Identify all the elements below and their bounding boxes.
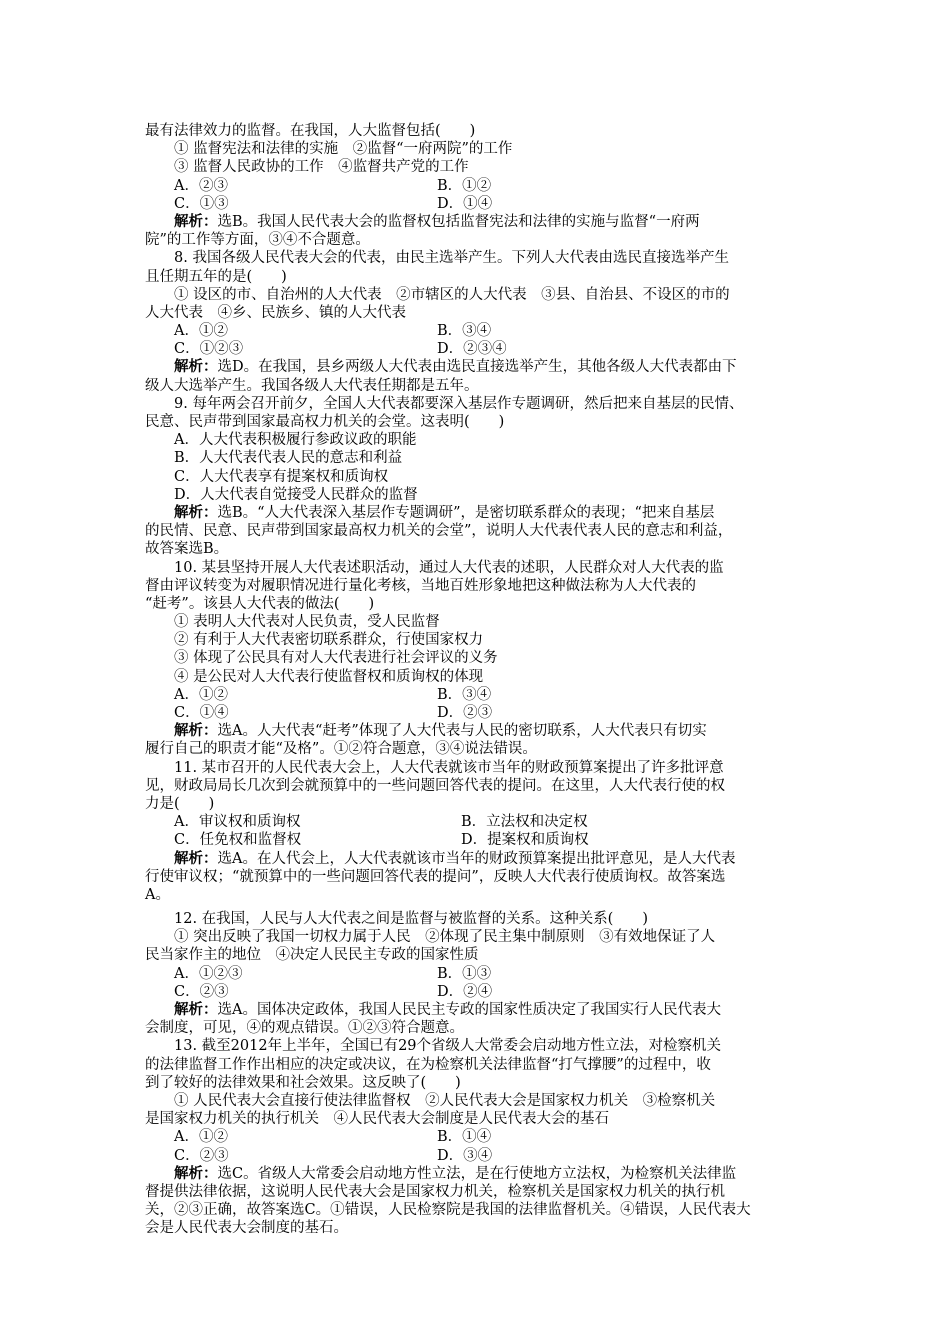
analysis-text: 选A。在人代会上，人大代表就该市当年的财政预算案提出批评意见，是人大代表 [217,850,736,867]
text-line: 最有法律效力的监督。在我国，人大监督包括( ) [145,123,476,139]
text-line: B．人大代表代表人民的意志和利益 [174,450,403,467]
analysis-line [145,1201,810,1219]
option-row [145,983,810,1001]
analysis-text: 院”的工作等方面，③④不合题意。 [145,232,370,249]
option-row [145,1147,810,1165]
analysis-line [145,522,810,540]
text-line: 13. 截至2012年上半年，全国已有29个省级人大常委会启动地方性立法，对检察机关 [174,1038,722,1055]
text-line: “赶考”。该县人大代表的做法( ) [145,595,375,612]
option-left: C．②③ [174,1147,229,1164]
analysis-block [145,1165,810,1238]
option-row [145,686,810,704]
text-line: 是国家权力机关的执行机关 ④人民代表大会制度是人民代表大会的基石 [145,1111,609,1128]
analysis-block [145,722,810,758]
analysis-line [145,886,810,904]
option-left: A．①② [174,1129,228,1146]
analysis-block [145,850,810,905]
analysis-line [145,358,810,376]
text-line: 12. 在我国，人民与人大代表之间是监督与被监督的关系。这种关系( ) [174,911,648,928]
analysis-text: 会是人民代表大会制度的基石。 [145,1220,348,1237]
text-line: 11. 某市召开的人民代表大会上，人大代表就该市当年的财政预算案提出了许多批评意 [174,759,724,776]
analysis-block [145,213,810,249]
option-left: C．①③ [174,195,229,212]
analysis-label: 解析： [174,503,218,521]
text-line: ② 有利于人大代表密切联系群众，行使国家权力 [174,632,484,649]
text-line: 民当家作主的地位 ④决定人民民主专政的国家性质 [145,947,479,964]
analysis-line [145,1165,810,1183]
option-row [145,195,810,213]
text-line: 督由评议转变为对履职情况进行量化考核，当地百姓形象地把这种做法称为人大代表的 [145,577,696,594]
text-line: ① 突出反映了我国一切权力属于人民 ②体现了民主集中制原则 ③有效地保证了人 [174,929,716,946]
text-line: A．人大代表积极履行参政议政的职能 [174,432,417,449]
analysis-text: 会制度，可见，④的观点错误。①②③符合题意。 [145,1020,464,1037]
analysis-line [145,740,810,758]
text-line: 到了较好的法律效果和社会效果。这反映了( ) [145,1074,461,1091]
option-row [145,340,810,358]
analysis-text: 选B。“人大代表深入基层作专题调研”，是密切联系群众的表现；“把来自基层 [217,504,715,521]
text-line: 9. 每年两会召开前夕，全国人大代表都要深入基层作专题调研，然后把来自基层的民情、 [174,395,744,412]
option-left: A．①② [174,323,228,340]
option-right: D．提案权和质询权 [461,832,589,849]
analysis-label: 解析： [174,1164,218,1182]
option-left: A．审议权和质询权 [174,814,301,831]
text-line: ① 设区的市、自治州的人大代表 ②市辖区的人大代表 ③县、自治县、不设区的市的 [174,286,730,303]
analysis-text: 选B。我国人民代表大会的监督权包括监督宪法和法律的实施与监督“一府两 [217,213,700,230]
analysis-label: 解析： [174,849,218,867]
analysis-line [145,1183,810,1201]
option-right: D．②④ [437,983,493,1000]
option-left: C．②③ [174,983,229,1000]
option-row [145,965,810,983]
analysis-block [145,358,810,394]
analysis-line [145,868,810,886]
option-row [145,322,810,340]
analysis-text: 行使审议权；“就预算中的一些问题回答代表的提问”，反映人大代表行使质询权。故答案选 [145,868,726,885]
option-right: D．②③ [437,705,493,721]
text-line: 人大代表 ④乡、民族乡、镇的人大代表 [145,304,406,321]
document-page [145,122,810,1237]
text-line: 且任期五年的是( ) [145,268,287,285]
analysis-text: 选C。省级人大常委会启动地方性立法，是在行使地方立法权，为检察机关法律监 [217,1165,737,1182]
text-line: ④ 是公民对人大代表行使监督权和质询权的体现 [174,668,484,685]
text-line: 见，财政局局长几次到会就预算中的一些问题回答代表的提问。在这里，人大代表行使的权 [145,777,725,794]
option-right: B．①③ [437,965,492,982]
text-line: ① 表明人大代表对人民负责，受人民监督 [174,614,440,631]
analysis-line [145,722,810,740]
option-right: D．③④ [437,1147,493,1164]
analysis-label: 解析： [174,722,218,740]
analysis-line [145,1019,810,1037]
analysis-text: A。 [145,886,170,903]
option-row [145,704,810,722]
option-row [145,177,810,195]
text-line: ③ 监督人民政协的工作 ④监督共产党的工作 [174,159,469,176]
option-right: D．①④ [437,195,493,212]
option-row [145,831,810,849]
option-left: C．①②③ [174,341,244,358]
analysis-block [145,1001,810,1037]
option-right: B．③④ [437,323,492,340]
analysis-line [145,1219,810,1237]
analysis-line [145,504,810,522]
analysis-line [145,231,810,249]
option-right: B．①④ [437,1129,492,1146]
analysis-text: 履行自己的职责才能“及格”。①②符合题意，③④说法错误。 [145,741,537,758]
analysis-text: 关，②③正确，故答案选C。①错误，人民检察院是我国的法律监督机关。④错误，人民代表大 [145,1202,751,1219]
analysis-label: 解析： [174,1001,218,1018]
option-right: D．②③④ [437,341,507,358]
text-line: 的法律监督工作作出相应的决定或决议，在为检察机关法律监督“打气撑腰”的过程中，收 [145,1056,711,1073]
analysis-line [145,540,810,558]
analysis-line [145,377,810,395]
analysis-text: 故答案选B。 [145,541,229,558]
analysis-line [145,850,810,868]
option-right: B．①② [437,177,492,194]
text-line: 8. 我国各级人民代表大会的代表，由民主选举产生。下列人大代表由选民直接选举产生 [174,250,729,267]
analysis-line [145,1001,810,1019]
option-right: B．③④ [437,686,492,703]
option-left: C．①④ [174,705,229,721]
option-left: A．①② [174,686,228,703]
option-left: A．①②③ [174,965,243,982]
option-row [145,813,810,831]
option-row [145,1128,810,1146]
text-line: 民意、民声带到国家最高权力机关的会堂。这表明( ) [145,414,505,430]
analysis-line [145,213,810,231]
analysis-text: 选A。国体决定政体，我国人民民主专政的国家性质决定了我国实行人民代表大 [217,1002,721,1018]
text-line: ① 人民代表大会直接行使法律监督权 ②人民代表大会是国家权力机关 ③检察机关 [174,1092,716,1109]
text-line: ③ 体现了公民具有对人大代表进行社会评议的义务 [174,650,498,667]
option-left: C．任免权和监督权 [174,832,302,849]
text-line: ① 监督宪法和法律的实施 ②监督“一府两院”的工作 [174,141,513,158]
analysis-label: 解析： [174,358,218,376]
text-line: 力是( ) [145,795,215,812]
text-line: D．人大代表自觉接受人民群众的监督 [174,486,418,503]
text-line: 10. 某县坚持开展人大代表述职活动，通过人大代表的述职，人民群众对人大代表的监 [174,559,724,576]
analysis-text: 督提供法律依据，这说明人民代表大会是国家权力机关，检察机关是国家权力机关的执行机 [145,1183,725,1200]
option-left: A．②③ [174,177,228,194]
analysis-block [145,504,810,559]
analysis-text: 选D。在我国，县乡两级人大代表由选民直接选举产生，其他各级人大代表都由下 [217,359,737,376]
analysis-text: 的民情、民意、民声带到国家最高权力机关的会堂”，说明人大代表代表人民的意志和利益， [145,523,733,540]
analysis-text: 选A。人大代表“赶考”体现了人大代表与人民的密切联系，人大代表只有切实 [217,723,707,740]
option-right: B．立法权和决定权 [461,814,588,831]
analysis-text: 级人大选举产生。我国各级人大代表任期都是五年。 [145,377,479,394]
text-line: C．人大代表享有提案权和质询权 [174,468,389,485]
analysis-label: 解析： [174,212,218,230]
